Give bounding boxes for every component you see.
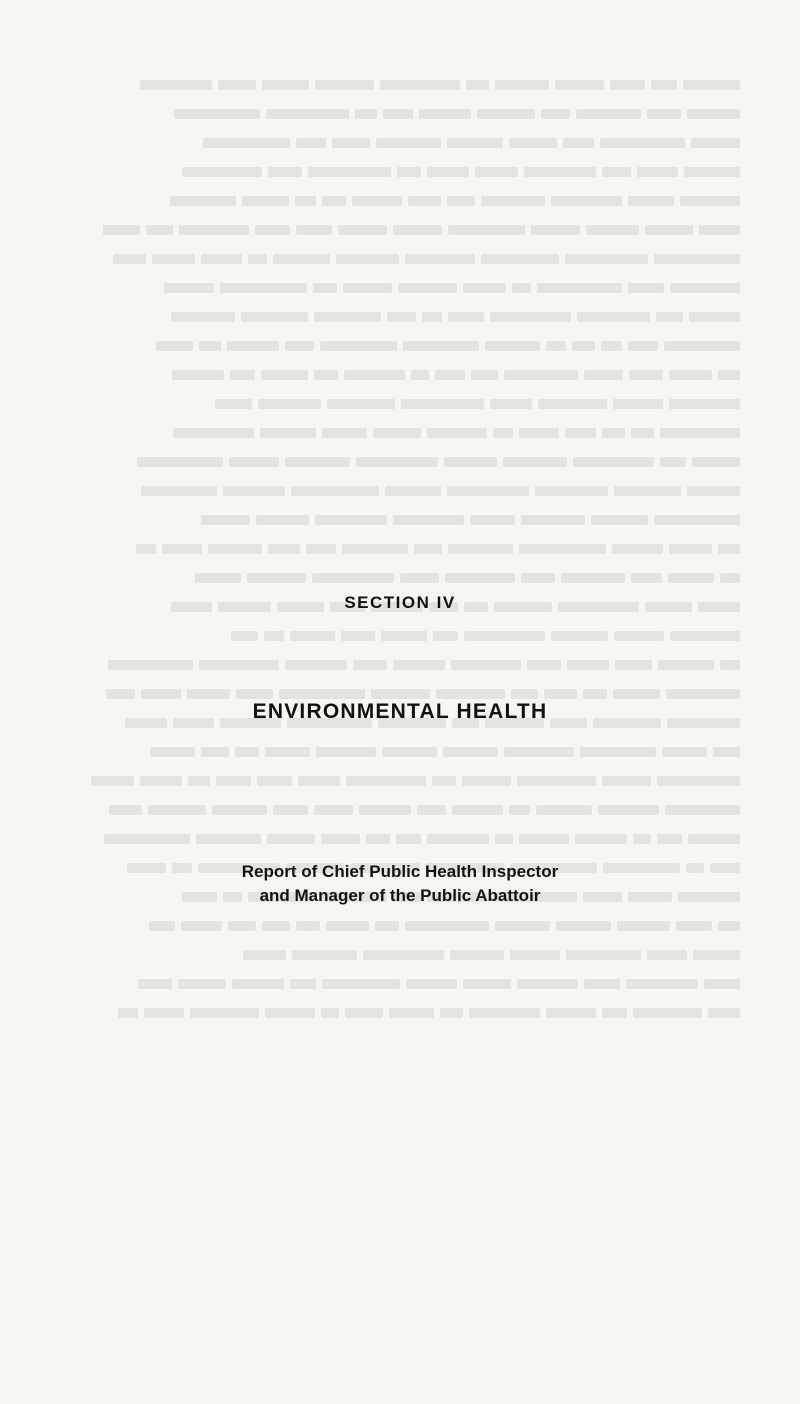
section-number: SECTION IV <box>344 593 456 612</box>
section-title: ENVIRONMENTAL HEALTH <box>252 700 548 723</box>
report-title-line-1: Report of Chief Public Health Inspector <box>241 862 559 881</box>
report-title-line-2: and Manager of the Public Abattoir <box>259 886 541 905</box>
report-title <box>0 860 800 908</box>
